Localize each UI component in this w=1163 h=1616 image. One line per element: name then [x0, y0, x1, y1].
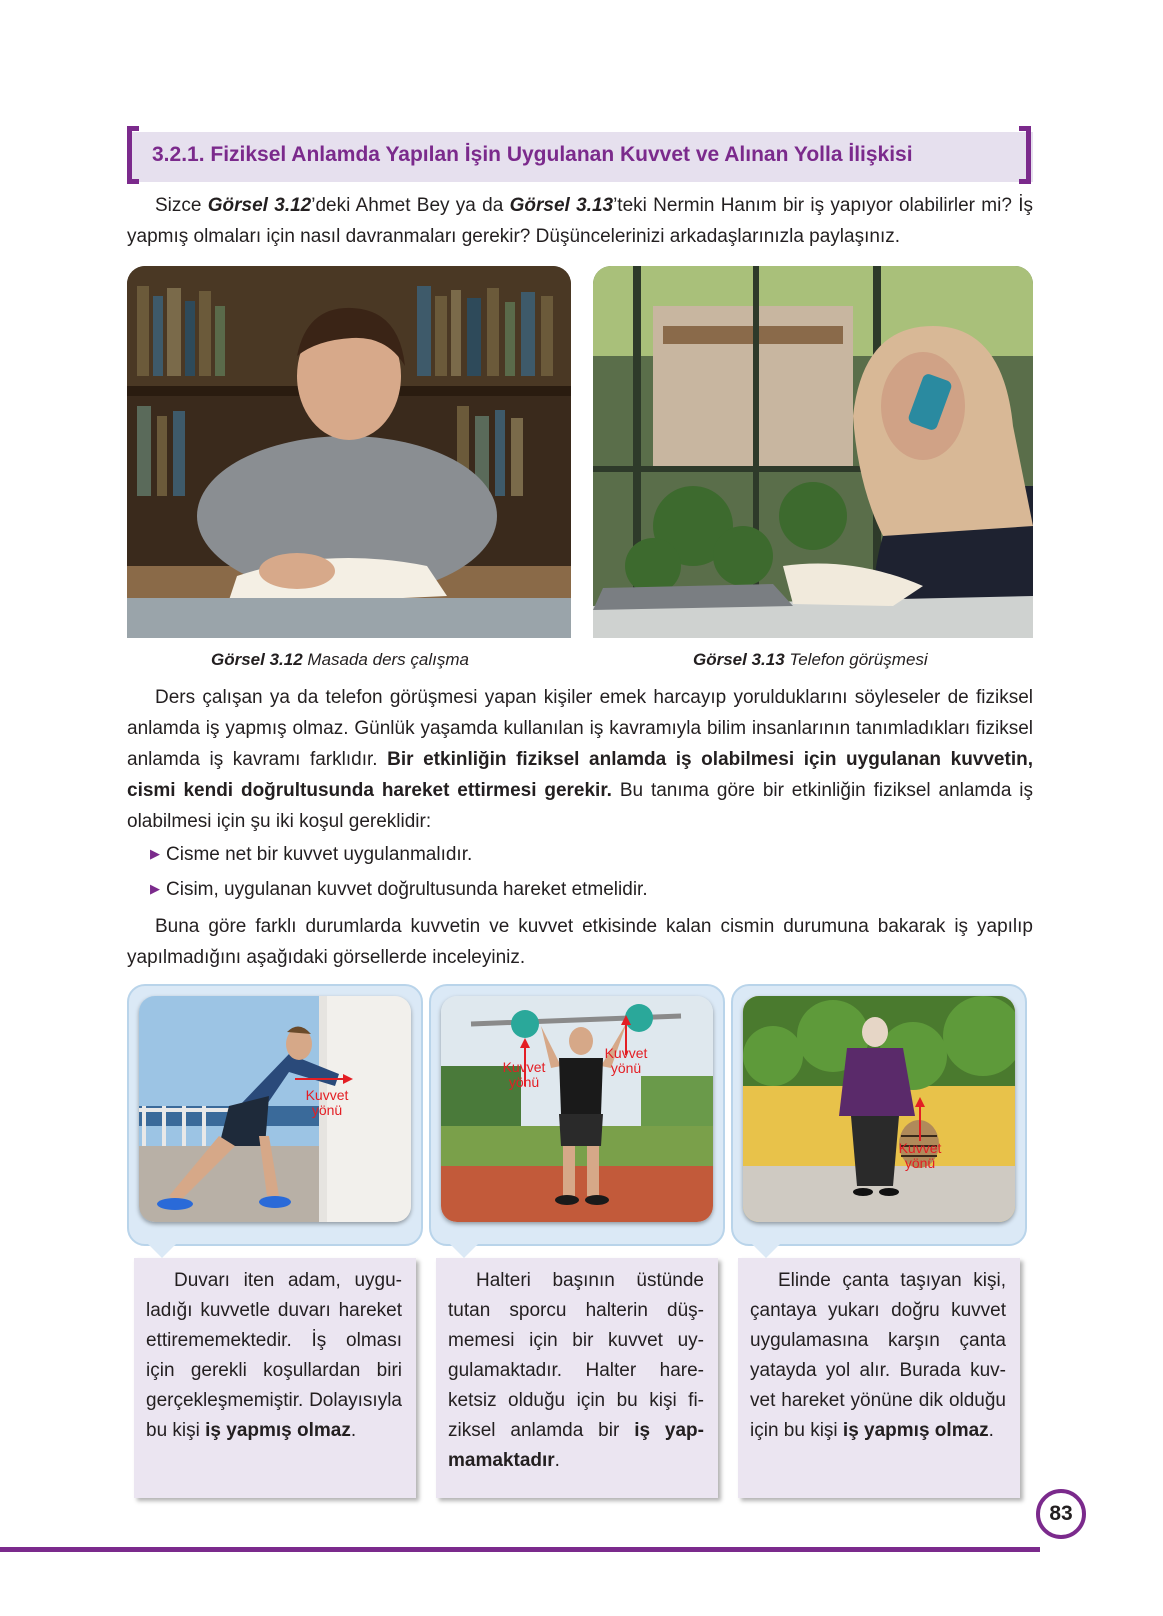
figure-3-13-photo: [593, 266, 1033, 638]
force-arrow-icon: [295, 1072, 355, 1086]
force-direction-label: Kuvvet yönü: [305, 1087, 349, 1118]
card-1-text: Duvarı iten adam, uyguladığı kuvvetle duvarı hareket ettirememektedir. İş olması için gerekli koşullardan biri gerçekleşmemiştir. Dolayısıyla bu kişi iş yapmış olmaz.: [146, 1270, 402, 1441]
intro-paragraph: Sizce Görsel 3.12’deki Ahmet Bey ya da Görsel 3.13’teki Nermin Hanım bir iş yapıyor olabilirler mi? İş yapmış olmaları için nasıl davranmaları gerekir? Düşüncelerinizi arkadaşlarınızla paylaşınız.: [127, 195, 1033, 247]
force-direction-label: Kuvvet yönü: [502, 1059, 546, 1090]
card-3-photo-woman-with-bag: [743, 996, 1015, 1222]
heading-left-bracket: [127, 126, 139, 184]
condition-item: ▶ Cisim, uygulanan kuvvet doğrultusunda hareket etmelidir.: [150, 879, 648, 900]
page-number: 83: [1036, 1489, 1086, 1539]
card-2-text-box: [436, 1258, 718, 1498]
force-direction-label: Kuvvet yönü: [604, 1045, 648, 1076]
card-1-notch: [148, 1244, 176, 1258]
force-direction-label: Kuvvet yönü: [898, 1140, 942, 1171]
figure-3-13-caption: Görsel 3.13 Telefon görüşmesi: [693, 650, 928, 669]
transition-paragraph: Buna göre farklı durumlarda kuvvetin ve kuvvet etkisinde kalan cismin durumuna bakarak iş yapılıp yapılmadığını aşağıdaki görsellerde inceleyiniz.: [127, 916, 1033, 968]
heading-right-bracket: [1019, 126, 1031, 184]
triangle-bullet-icon: ▶: [150, 846, 160, 861]
card-2-text: Halteri başının üstünde tutan sporcu halterin düşmemesi için bir kuvvet uygulamaktadır. Halter hareketsiz olduğu için bu kişi fiziksel anlamda bir iş yapmamaktadır.: [448, 1270, 704, 1471]
footer-rule: [0, 1547, 1040, 1552]
card-3-notch: [752, 1244, 780, 1258]
card-1-photo-wall-push: [139, 996, 411, 1222]
triangle-bullet-icon: ▶: [150, 881, 160, 896]
card-1-text-box: [134, 1258, 416, 1498]
card-3-text: Elinde çanta taşıyan kişi, çantaya yukarı doğru kuvvet uygulamasına karşın çanta yatayda yol alır. Burada kuvvet hareket yönüne dik olduğu için bu kişi iş yapmış olmaz.: [750, 1270, 1006, 1441]
section-heading: 3.2.1. Fiziksel Anlamda Yapılan İşin Uygulanan Kuvvet ve Alınan Yolla İlişkisi: [152, 143, 913, 166]
card-2-notch: [450, 1244, 478, 1258]
figure-3-12-caption: Görsel 3.12 Masada ders çalışma: [211, 650, 469, 669]
card-3-text-box: [738, 1258, 1020, 1498]
figure-3-12-photo: [127, 266, 571, 638]
condition-item: ▶ Cisme net bir kuvvet uygulanmalıdır.: [150, 844, 473, 865]
explanation-paragraph: Ders çalışan ya da telefon görüşmesi yapan kişiler emek harcayıp yorulduklarını söyleseler de fiziksel anlamda iş yapmış olmaz. Günlük yaşamda kullanılan iş kavramıyla bilim insanlarının tanımladıkları fiziksel anlamda iş kavramı farklıdır. Bir etkinliğin fiziksel anlamda iş olabilmesi için uygulanan kuvvetin, cismi kendi doğrultusunda hareket ettirmesi gerekir. Bu tanıma göre bir etkinliğin fiziksel anlamda iş olabilmesi için şu iki koşul gereklidir:: [127, 687, 1033, 832]
force-arrow-icon: [913, 1097, 927, 1143]
card-2-photo-weightlifter: [441, 996, 713, 1222]
